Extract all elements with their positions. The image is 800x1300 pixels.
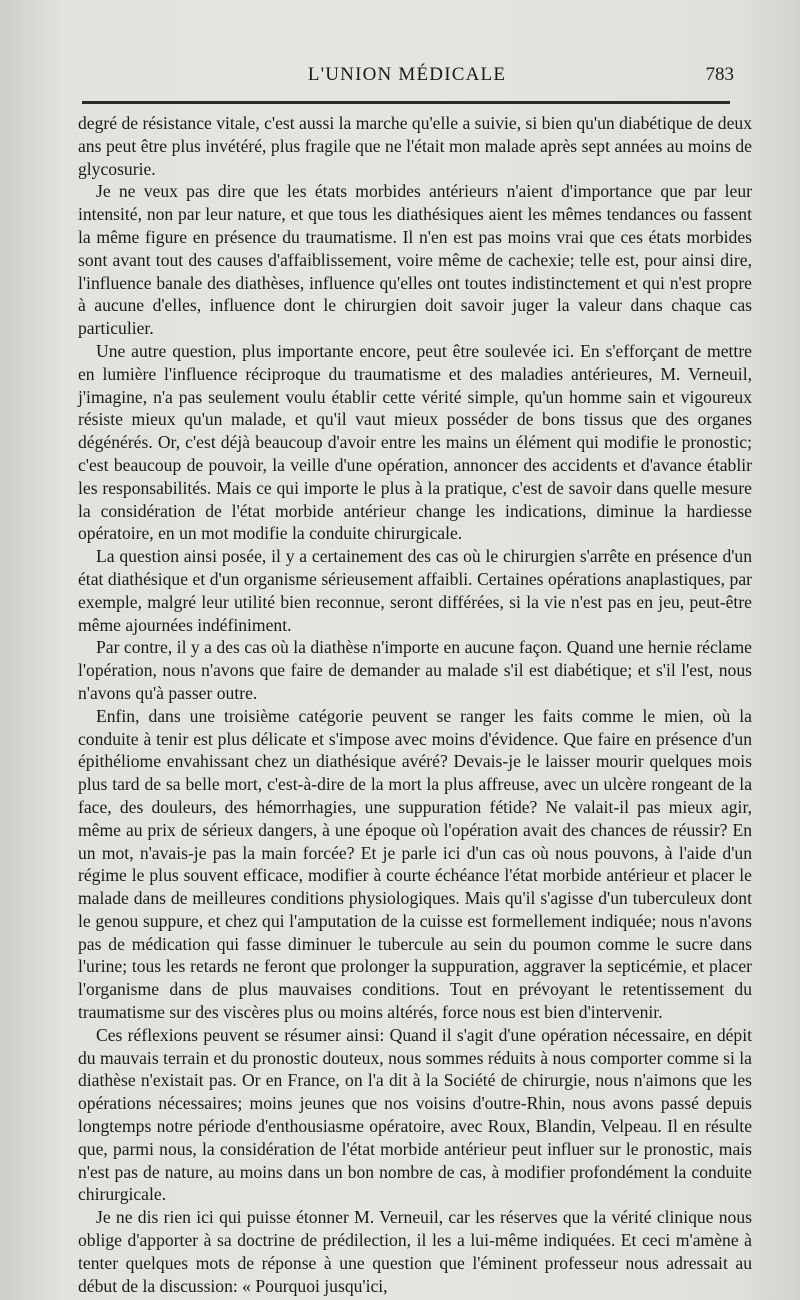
- paragraph-2: Je ne veux pas dire que les états morbides antérieurs n'aient d'importance que par leur intensité, non par leur nature, et que tous les diathésiques aient les mêmes tendances ou fassent la même figure en présence du traumatisme. Il n'en est pas moins vrai que ces états morbides sont avant tout des causes d'affaiblissement, voire même de cachexie; telle est, pour ainsi dire, l'influence banale des diathèses, influence qu'elles ont toutes indistinctement et qui n'est propre à aucune d'elles, influence dont le chirurgien doit savoir juger la valeur dans chaque cas particulier.: [78, 181, 752, 339]
- body-text: [78, 112, 752, 1297]
- running-title: L'UNION MÉDICALE: [307, 64, 507, 85]
- header-rule: [82, 101, 730, 104]
- paragraph-4: La question ainsi posée, il y a certainement des cas où le chirurgien s'arrête en présence d'un état diathésique et d'un organisme sérieusement affaibli. Certaines opérations anaplastiques, par exemple, malgré leur utilité bien reconnue, seront différées, si la vie n'est pas en jeu, peut-être même ajournées indéfiniment.: [78, 546, 752, 635]
- paragraph-3: Une autre question, plus importante encore, peut être soulevée ici. En s'efforçant de mettre en lumière l'influence réciproque du traumatisme et des maladies antérieures, M. Verneuil, j'imagine, n'a pas seulement voulu établir cette vérité simple, qu'un homme sain et vigoureux résiste mieux qu'un malade, et qu'il vaut mieux posséder de bons tissus que des organes dégénérés. Or, c'est déjà beaucoup d'avoir entre les mains un élément qui modifie le pronostic; c'est beaucoup de pouvoir, la veille d'une opération, annoncer des accidents et d'avance établir les responsabilités. Mais ce qui importe le plus à la pratique, c'est de savoir dans quelle mesure la considération de l'état morbide antérieur change les indications, diminue la hardiesse opératoire, en un mot modifie la conduite chirurgicale.: [78, 340, 752, 544]
- paragraph-8: Je ne dis rien ici qui puisse étonner M. Verneuil, car les réserves que la vérité clinique nous oblige d'apporter à sa doctrine de prédilection, il les a lui-même indiquées. Et ceci m'amène à tenter quelques mots de réponse à une question que l'éminent professeur nous adressait au début de la discussion: « Pourquoi jusqu'ici,: [78, 1207, 752, 1296]
- paragraph-7: Ces réflexions peuvent se résumer ainsi: Quand il s'agit d'une opération nécessaire, en dépit du mauvais terrain et du pronostic douteux, nous sommes réduits à nous comporter comme si la diathèse n'existait pas. Or en France, on l'a dit à la Société de chirurgie, nous n'aimons que les opérations nécessaires; moins jeunes que nos voisins d'outre-Rhin, nous avons passé depuis longtemps notre période d'enthousiasme opératoire, avec Roux, Blandin, Velpeau. Il en résulte que, parmi nous, la considération de l'état morbide antérieur peut influer sur le pronostic, mais n'est pas de nature, au moins dans un bon nombre de cas, à modifier profondément la conduite chirurgicale.: [78, 1024, 752, 1205]
- paragraph-6: Enfin, dans une troisième catégorie peuvent se ranger les faits comme le mien, où la conduite à tenir est plus délicate et s'impose avec moins d'évidence. Que faire en présence d'un épithéliome envahissant chez un diathésique avéré? Devais-je le laisser mourir quelques mois plus tard de sa belle mort, c'est-à-dire de la mort la plus affreuse, avec un ulcère rongeant de la face, des douleurs, des hémorrhagies, une suppuration fétide? Ne valait-il pas mieux agir, même au prix de sérieux dangers, à une époque où l'opération avait des chances de réussir? En un mot, n'avais-je pas la main forcée? Et je parle ici d'un cas où nous pouvons, à l'aide d'un régime le plus souvent efficace, modifier à courte échéance l'état morbide antérieur et placer le malade dans de meilleures conditions physiologiques. Mais qu'il s'agisse d'un tuberculeux dont le genou suppure, et chez qui l'amputation de la cuisse est formellement indiquée; nous n'avons pas de médication qui fasse diminuer le tubercule au sein du poumon comme le sucre dans l'urine; tous les retards ne feront que prolonger la suppuration, aggraver la septicémie, et placer l'organisme dans de plus mauvaises conditions. Tout en prévoyant le retentissement du traumatisme sur des viscères plus ou moins altérés, force nous est bien d'intervenir.: [78, 705, 752, 1023]
- page-number: 783: [705, 64, 734, 85]
- paragraph-5: Par contre, il y a des cas où la diathèse n'importe en aucune façon. Quand une hernie réclame l'opération, nous n'avons que faire de demander au malade s'il est diabétique; et s'il l'est, nous n'avons qu'à passer outre.: [78, 637, 752, 703]
- page-header: [80, 64, 734, 100]
- paragraph-1: degré de résistance vitale, c'est aussi la marche qu'elle a suivie, si bien qu'un diabétique de deux ans peut être plus invétéré, plus fragile que ne l'était mon malade après sept années au moins de glycosurie.: [78, 113, 752, 179]
